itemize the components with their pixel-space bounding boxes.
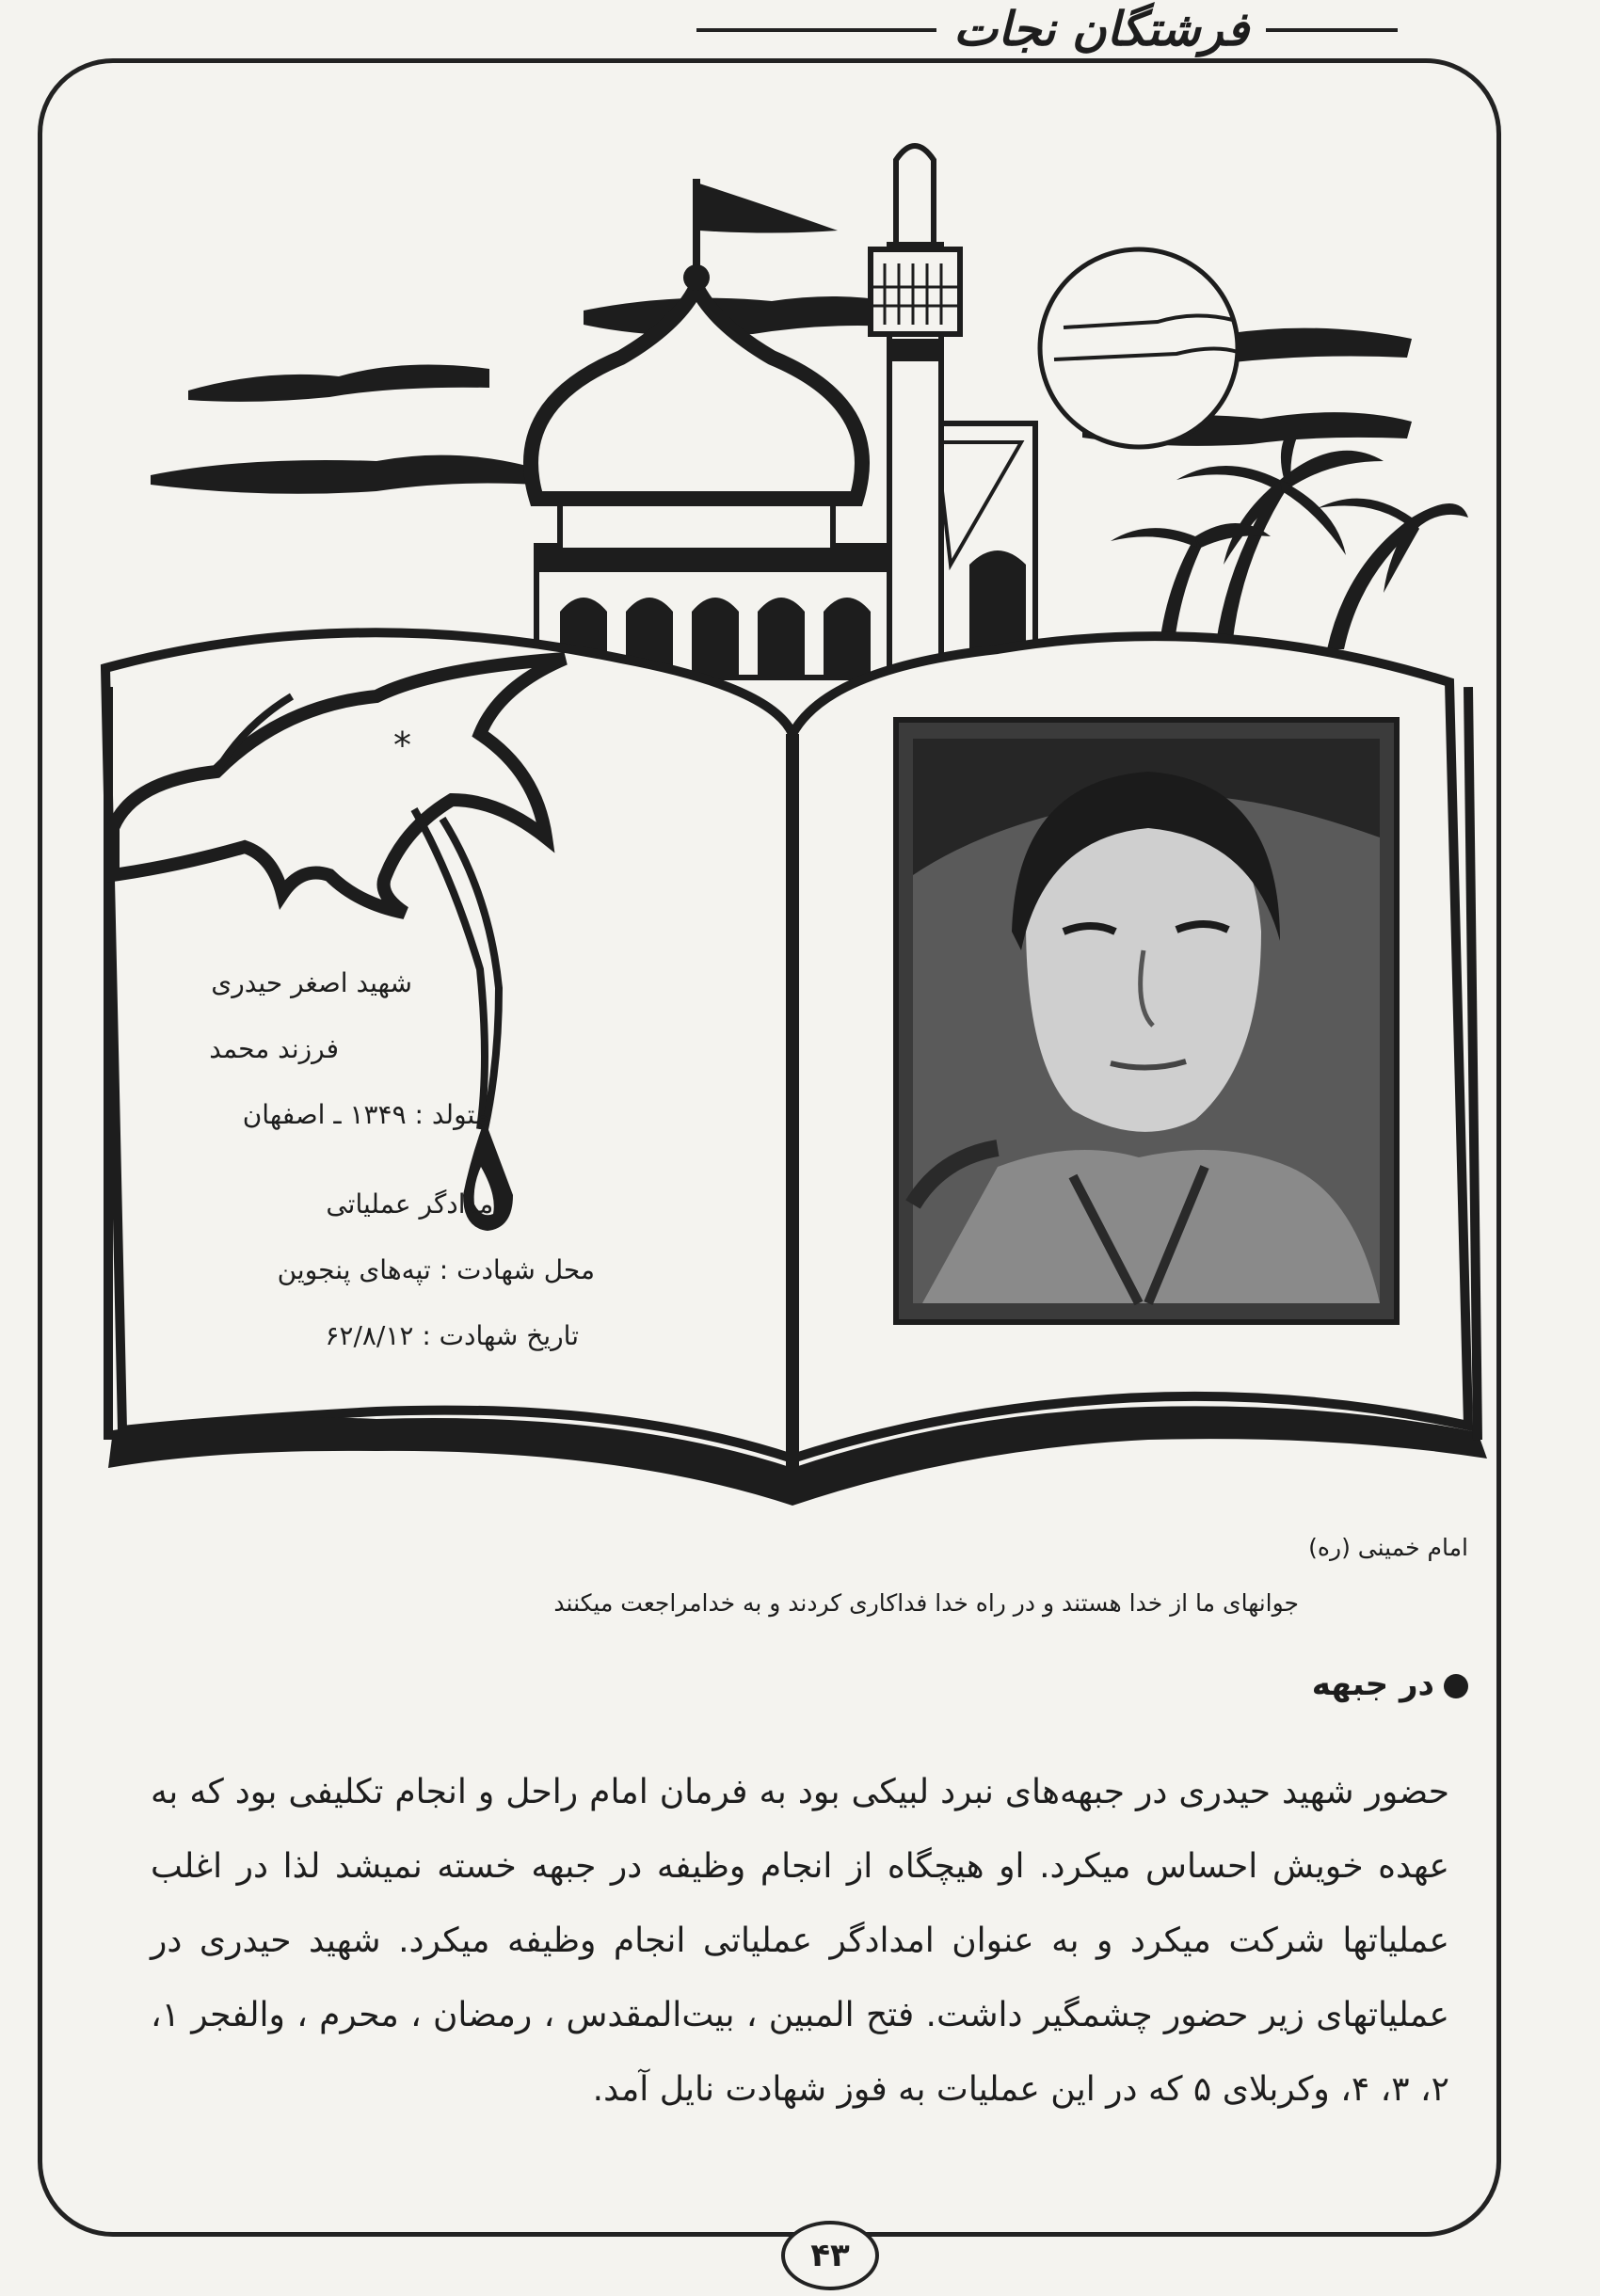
bullet-icon [1444,1674,1468,1698]
palm-trees [1111,414,1468,663]
svg-text:*: * [393,725,411,766]
quote-author: امام خمینی (ره) [1308,1534,1468,1561]
martyr-name: شهید اصغر حیدری [211,967,412,998]
father-name: فرزند محمد [209,1033,339,1064]
birth-info: متولد : ۱۳۴۹ ـ اصفهان [242,1099,489,1130]
page-title: فرشتگان نجات [953,1,1249,56]
memorial-illustration [94,122,1496,1506]
section-heading [1312,1666,1468,1703]
martyr-role: امدادگر عملیاتی [326,1188,501,1220]
header-rule-left [696,28,936,32]
section-heading-text: در جبهه [1311,1666,1434,1703]
header-rule-right [1266,28,1398,32]
mosque-shape [531,146,1035,678]
page-number: ۴۳ [781,2221,879,2290]
martyr-photo [896,720,1397,1322]
body-paragraph: حضور شهید حیدری در جبهه‌های نبرد لبیکی بود به فرمان امام راحل و انجام تکلیفی بود که به عهده خویش احساس میکرد. او هیچگاه از انجام وظیفه در جبهه خسته نمیشد لذا در اغلب عملیاتها شرکت میکرد و به عنوان امدادگر عملیاتی انجام وظیفه میکرد. شهید حیدری در عملیاتهای زیر حضور چشمگیر داشت. فتح المبین ، بیت‌المقدس ، رمضان ، محرم ، والفجر ۱، ۲، ۳، ۴، وکربلای ۵ که در این عملیات به فوز شهادت نایل آمد. [151,1773,1449,2109]
martyrdom-date: تاریخ شهادت : ۶۲/۸/۱۲ [325,1320,579,1351]
quote-text: جوانهای ما از خدا هستند و در راه خدا فداکاری کردند و به خدامراجعت میکنند [553,1589,1299,1617]
martyrdom-place: محل شهادت : تپه‌های پنجوین [277,1254,595,1285]
